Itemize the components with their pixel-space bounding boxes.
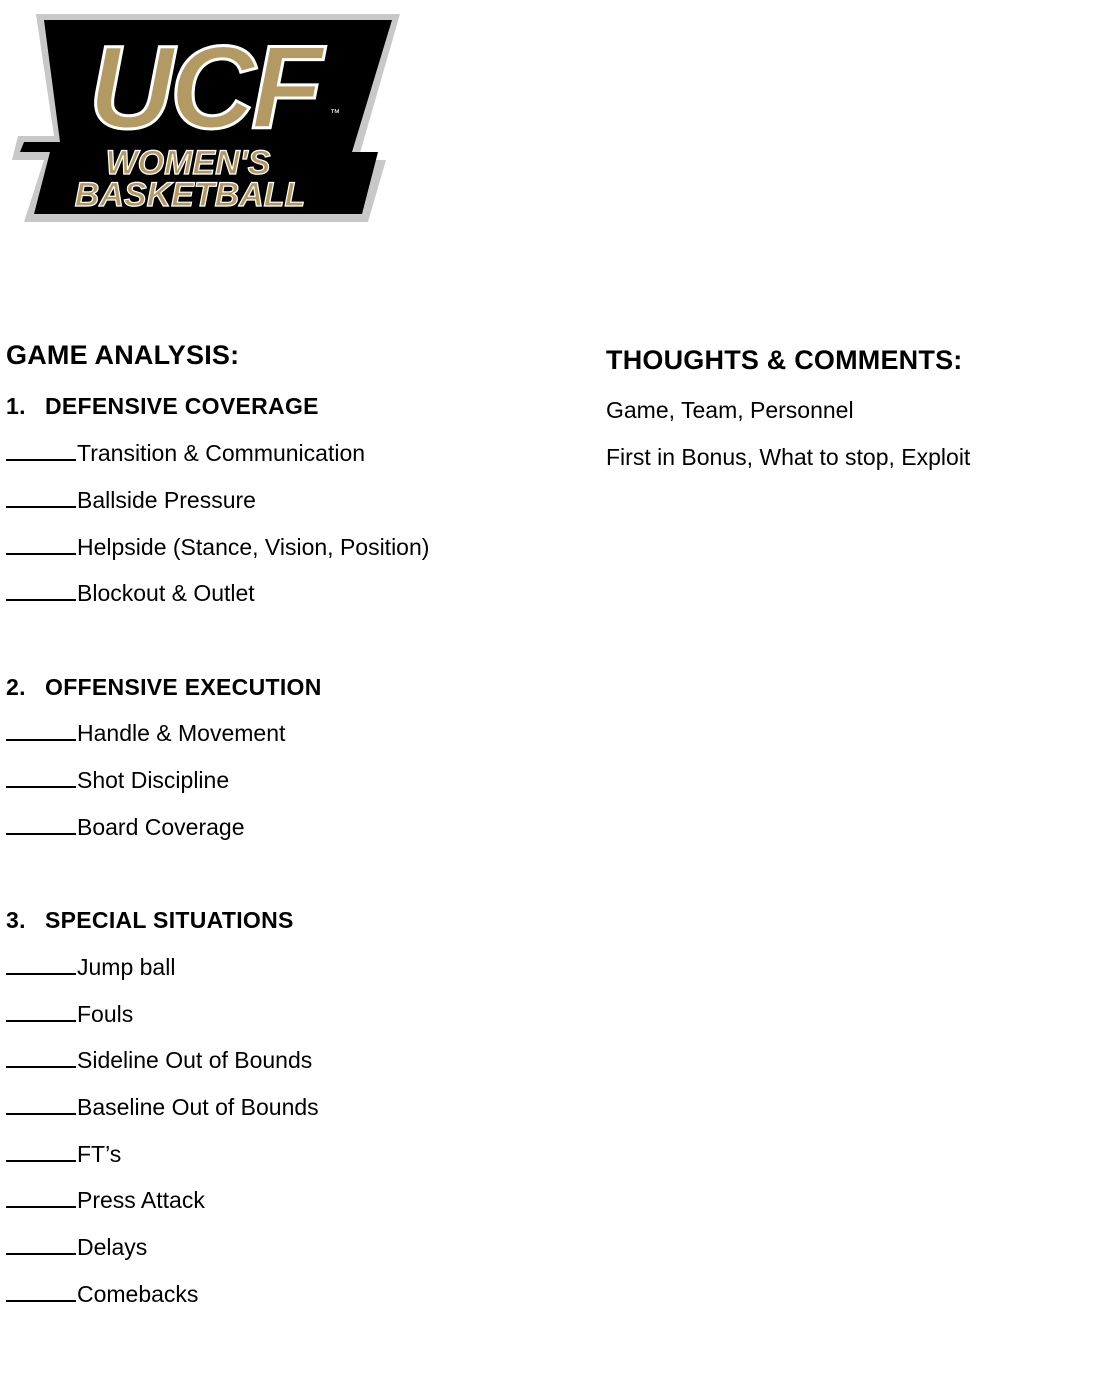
blank-line bbox=[6, 813, 76, 835]
svg-text:UCF: UCF bbox=[88, 22, 320, 154]
checklist-item: Jump ball bbox=[6, 953, 175, 981]
blank-line bbox=[6, 579, 76, 601]
checklist-item: Shot Discipline bbox=[6, 766, 229, 794]
checklist-item: Sideline Out of Bounds bbox=[6, 1046, 312, 1074]
section-heading: 3. SPECIAL SITUATIONS bbox=[6, 907, 294, 933]
blank-line bbox=[6, 953, 76, 975]
blank-line bbox=[6, 719, 76, 741]
thoughts-comments-title: THOUGHTS & COMMENTS: bbox=[606, 345, 963, 375]
checklist-item: Transition & Communication bbox=[6, 439, 365, 467]
blank-line bbox=[6, 486, 76, 508]
checklist-item: Ballside Pressure bbox=[6, 486, 256, 514]
checklist-item: Comebacks bbox=[6, 1280, 198, 1308]
section-heading: 2. OFFENSIVE EXECUTION bbox=[6, 674, 322, 700]
checklist-item: Blockout & Outlet bbox=[6, 579, 255, 607]
checklist-item: Board Coverage bbox=[6, 813, 245, 841]
game-analysis-title: GAME ANALYSIS: bbox=[6, 340, 240, 370]
blank-line bbox=[6, 1046, 76, 1068]
comment-line: Game, Team, Personnel bbox=[606, 397, 854, 423]
svg-text:BASKETBALL: BASKETBALL bbox=[74, 176, 306, 214]
checklist-item: Handle & Movement bbox=[6, 719, 285, 747]
checklist-item: Fouls bbox=[6, 1000, 133, 1028]
blank-line bbox=[6, 1140, 76, 1162]
blank-line bbox=[6, 1186, 76, 1208]
svg-text:WOMEN'S: WOMEN'S bbox=[105, 144, 271, 182]
svg-text:™: ™ bbox=[330, 108, 340, 119]
comment-line: First in Bonus, What to stop, Exploit bbox=[606, 444, 971, 470]
blank-line bbox=[6, 766, 76, 788]
checklist-item: Press Attack bbox=[6, 1186, 205, 1214]
blank-line bbox=[6, 1093, 76, 1115]
checklist-item: Delays bbox=[6, 1233, 147, 1261]
blank-line bbox=[6, 439, 76, 461]
ucf-womens-basketball-logo bbox=[8, 10, 408, 222]
blank-line bbox=[6, 1280, 76, 1302]
checklist-item: FT’s bbox=[6, 1140, 121, 1168]
section-heading: 1. DEFENSIVE COVERAGE bbox=[6, 393, 319, 419]
checklist-item: Helpside (Stance, Vision, Position) bbox=[6, 533, 429, 561]
checklist-item: Baseline Out of Bounds bbox=[6, 1093, 319, 1121]
blank-line bbox=[6, 1233, 76, 1255]
blank-line bbox=[6, 1000, 76, 1022]
blank-line bbox=[6, 533, 76, 555]
